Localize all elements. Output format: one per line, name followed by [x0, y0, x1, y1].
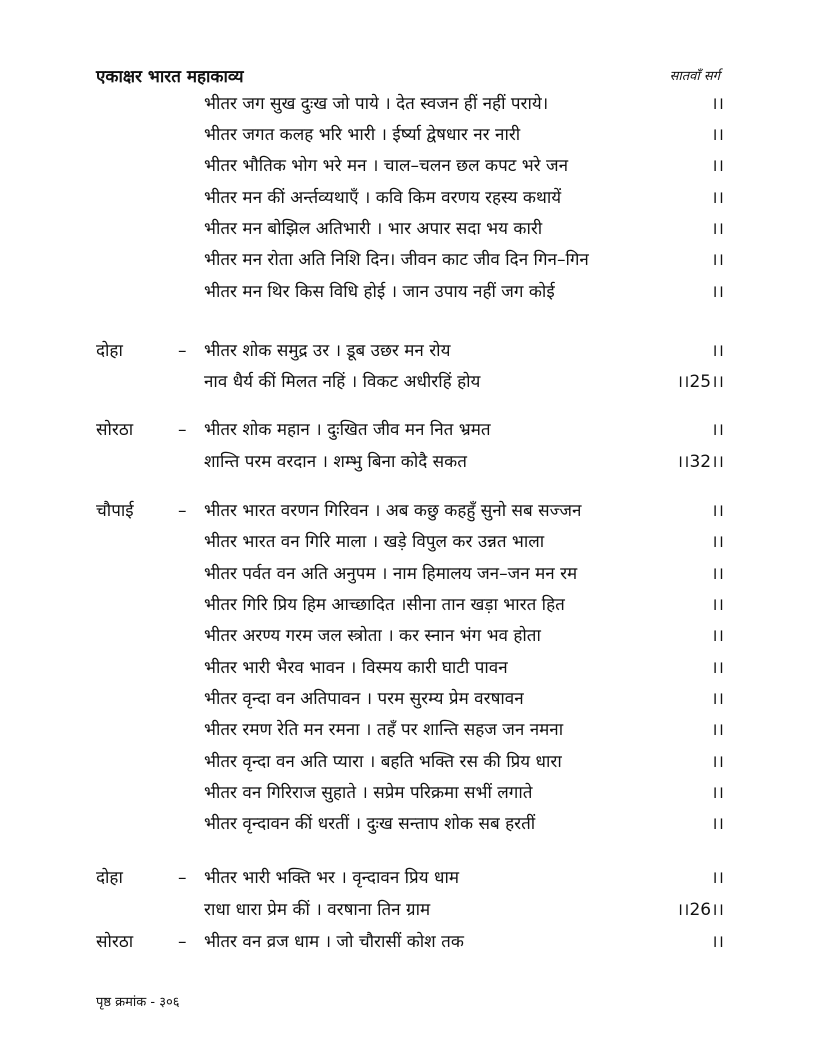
page-number: पृष्ठ क्रमांक - ३०६ — [96, 995, 180, 1010]
verse-end-mark: ।। — [711, 219, 724, 239]
verse-line — [204, 591, 724, 619]
verse-end-mark: ।। — [711, 420, 724, 440]
verse-line — [204, 416, 724, 444]
verse-line — [204, 497, 724, 525]
verse-line — [204, 779, 724, 807]
verse-line — [204, 337, 724, 365]
verse-end-mark: ।। — [711, 658, 724, 678]
verse-type-label: चौपाई — [96, 501, 134, 521]
verse-text: भीतर वन व्रज धाम । जो चौरासीं कोश तक — [204, 932, 464, 952]
verse-line — [204, 368, 724, 396]
verse-text: भीतर रमण रेति मन रमना । तहँ पर शान्ति सहज जन नमना — [204, 720, 564, 740]
verse-text: भीतर गिरि प्रिय हिम आच्छादित ।सीना तान खड़ा भारत हित — [204, 595, 565, 615]
verse-text: भीतर भारत वरणन गिरिवन । अब कछु कहहुँ सुनो सब सज्जन — [204, 501, 582, 521]
verse-text: भीतर वृन्दा वन अति प्यारा । बहति भक्ति रस की प्रिय धारा — [204, 752, 562, 772]
verse-end-mark: ।। — [711, 564, 724, 584]
verse-line — [204, 246, 724, 274]
verse-text: भीतर शोक महान । दुःखित जीव मन नित भ्रमत — [204, 420, 491, 440]
verse-end-mark: ।। — [711, 720, 724, 740]
verse-type-label: दोहा — [96, 341, 123, 361]
verse-line — [204, 716, 724, 744]
verse-end-mark: ।। — [711, 188, 724, 208]
verse-text: भीतर मन रोता अति निशि दिन। जीवन काट जीव दिन गिन–गिन — [204, 250, 589, 270]
verse-end-mark: ।। — [711, 341, 724, 361]
verse-type-label: दोहा — [96, 868, 123, 888]
verse-text: भीतर वन गिरिराज सुहाते । सप्रेम परिक्रमा सभीं लगाते — [204, 783, 533, 803]
label-dash: – — [178, 932, 187, 952]
verse-text: भीतर मन कीं अर्न्तव्यथाएँ । कवि किम वरणय रहस्य कथायें — [204, 188, 562, 208]
verse-end-mark: ।।25।। — [676, 372, 724, 392]
verse-type-label: सोरठा — [96, 932, 134, 952]
verse-text: भीतर जग सुख दुःख जो पाये । देत स्वजन हीं नहीं पराये। — [204, 94, 549, 114]
verse-end-mark: ।। — [711, 932, 724, 952]
verse-line — [204, 810, 724, 838]
verse-text: राधा धारा प्रेम कीं । वरषाना तिन ग्राम — [204, 900, 431, 920]
verse-line — [204, 896, 724, 924]
verse-text: भीतर भारी भैरव भावन । विस्मय कारी घाटी पावन — [204, 658, 508, 678]
verse-line — [204, 121, 724, 149]
book-title: एकाक्षर भारत महाकाव्य — [96, 67, 244, 87]
verse-end-mark: ।। — [711, 626, 724, 646]
verse-line — [204, 864, 724, 892]
verse-end-mark: ।।26।। — [676, 900, 724, 920]
verse-type-label: सोरठा — [96, 420, 134, 440]
verse-end-mark: ।। — [711, 501, 724, 521]
verse-end-mark: ।। — [711, 250, 724, 270]
verse-text: भीतर शोक समुद्र उर । डूब उछर मन रोय — [204, 341, 451, 361]
verse-end-mark: ।। — [711, 94, 724, 114]
verse-line — [204, 748, 724, 776]
verse-line — [204, 90, 724, 118]
verse-line — [204, 560, 724, 588]
verse-line — [204, 654, 724, 682]
verse-end-mark: ।। — [711, 752, 724, 772]
verse-end-mark: ।। — [711, 868, 724, 888]
verse-text: भीतर अरण्य गरम जल स्त्रोता । कर स्नान भंग भव होता — [204, 626, 541, 646]
verse-text: भीतर वृन्दावन कीं धरतीं । दुःख सन्ताप शोक सब हरतीं — [204, 814, 536, 834]
label-dash: – — [178, 341, 187, 361]
verse-text: भीतर भौतिक भोग भरे मन । चाल–चलन छल कपट भरे जन — [204, 156, 569, 176]
verse-text: भीतर भारत वन गिरि माला । खड़े विपुल कर उन्नत भाला — [204, 532, 545, 552]
verse-line — [204, 685, 724, 713]
verse-end-mark: ।। — [711, 783, 724, 803]
verse-line — [204, 528, 724, 556]
verse-line — [204, 928, 724, 956]
verse-end-mark: ।। — [711, 532, 724, 552]
verse-end-mark: ।। — [711, 689, 724, 709]
verse-line — [204, 184, 724, 212]
verse-line — [204, 278, 724, 306]
verse-text: भीतर वृन्दा वन अतिपावन । परम सुरम्य प्रेम वरषावन — [204, 689, 524, 709]
verse-end-mark: ।। — [711, 282, 724, 302]
verse-line — [204, 215, 724, 243]
verse-text: भीतर भारी भक्ति भर । वृन्दावन प्रिय धाम — [204, 868, 460, 888]
verse-end-mark: ।। — [711, 156, 724, 176]
verse-line — [204, 622, 724, 650]
verse-text: भीतर जगत कलह भरि भारी । ईर्ष्या द्वेषधार नर नारी — [204, 125, 521, 145]
verse-end-mark: ।। — [711, 125, 724, 145]
verse-text: भीतर पर्वत वन अति अनुपम । नाम हिमालय जन–जन मन रम — [204, 564, 578, 584]
label-dash: – — [178, 501, 187, 521]
label-dash: – — [178, 868, 187, 888]
verse-text: भीतर मन बोझिल अतिभारी । भार अपार सदा भय कारी — [204, 219, 543, 239]
chapter-label: सातवाँ सर्ग — [669, 69, 720, 84]
verse-end-mark: ।। — [711, 814, 724, 834]
verse-line — [204, 448, 724, 476]
verse-text: शान्ति परम वरदान । शम्भु बिना कोदै सकत — [204, 452, 467, 472]
verse-text: भीतर मन थिर किस विधि होई । जान उपाय नहीं जग कोई — [204, 282, 555, 302]
verse-text: नाव धैर्य कीं मिलत नहिं । विकट अधीरहिं होय — [204, 372, 481, 392]
verse-end-mark: ।।32।। — [676, 452, 724, 472]
label-dash: – — [178, 420, 187, 440]
verse-end-mark: ।। — [711, 595, 724, 615]
verse-line — [204, 152, 724, 180]
